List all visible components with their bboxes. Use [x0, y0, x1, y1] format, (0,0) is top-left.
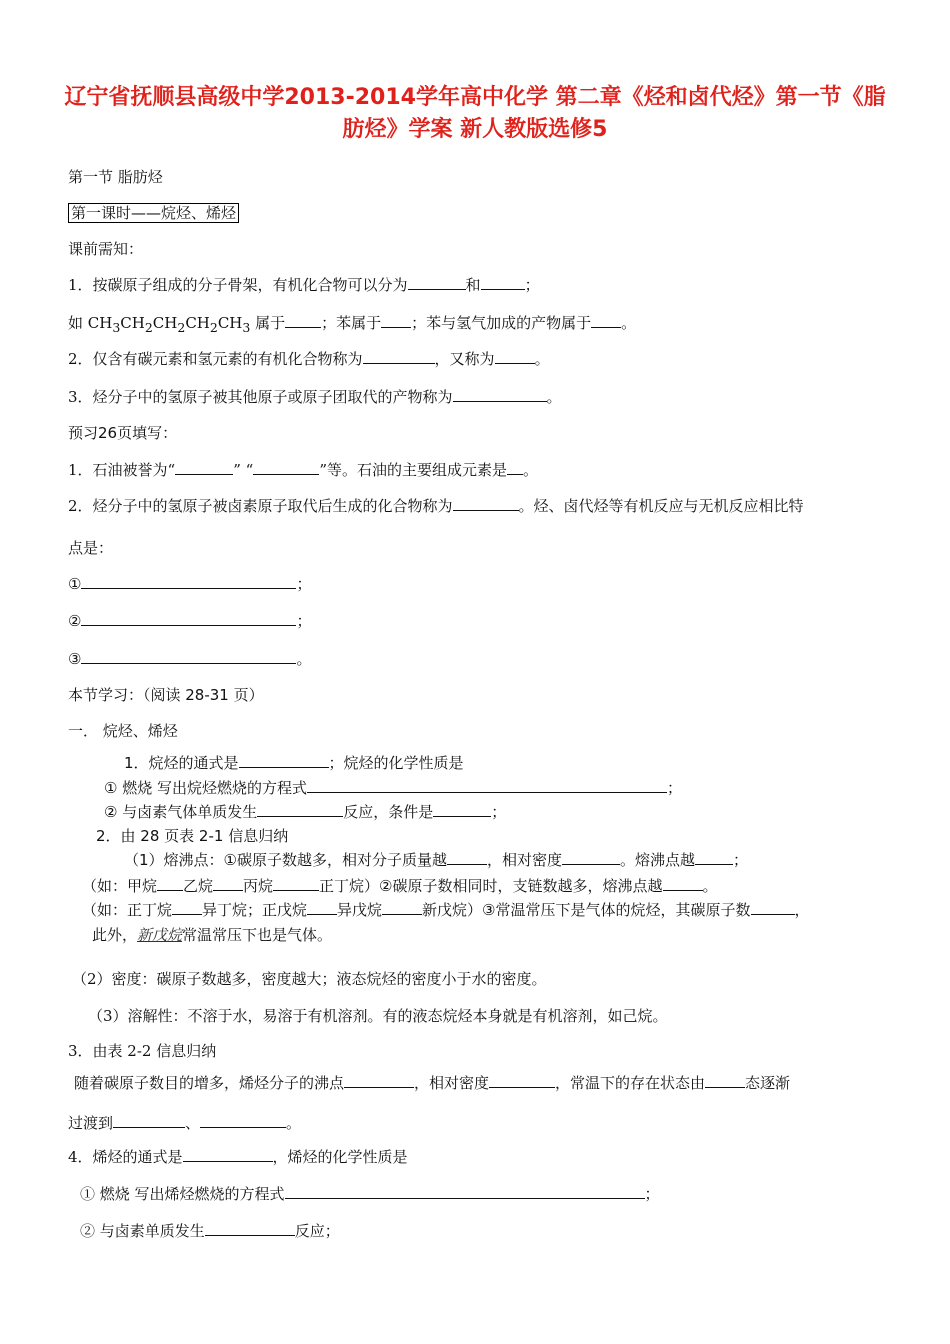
alkene-r2: ② 与卤素单质发生 反应；: [80, 1222, 340, 1240]
blank[interactable]: [695, 851, 733, 865]
alkene-s1: 随着碳原子数目的增多，烯烃分子的沸点 ，相对密度 ，常温下的存在状态由 态逐渐: [74, 1074, 791, 1092]
blank[interactable]: [363, 350, 435, 364]
blank[interactable]: [751, 901, 795, 915]
alkane-l1: 1．烷烃的通式是 ；烷烃的化学性质是: [124, 754, 464, 772]
blank[interactable]: [257, 803, 343, 817]
preview-p1: 1．石油被誉为“ ” “ ”等。石油的主要组成元素是 。: [68, 461, 539, 479]
preview-c3: ③ 。: [68, 650, 312, 668]
alkane-l8: 此外，新戊烷常温常压下也是气体。: [92, 926, 333, 944]
blank[interactable]: [307, 779, 667, 793]
alkene-h4: 4．烯烃的通式是 ，烯烃的化学性质是: [68, 1148, 408, 1166]
blank[interactable]: [175, 461, 233, 475]
blank[interactable]: [381, 314, 411, 328]
blank[interactable]: [408, 276, 466, 290]
blank[interactable]: [172, 901, 202, 915]
preview-c2: ② ；: [68, 612, 312, 630]
blank[interactable]: [447, 851, 487, 865]
alkene-s2: 过渡到 、 。: [68, 1114, 302, 1132]
part1-heading: 一． 烷烃、烯烃: [68, 722, 178, 740]
blank[interactable]: [113, 1114, 185, 1128]
pre-q1a: 1．按碳原子组成的分子骨架，有机化合物可以分为 和 ；: [68, 276, 540, 294]
alkane-l3: ② 与卤素气体单质发生 反应，条件是 ；: [104, 803, 507, 821]
alkene-r1: ① 燃烧 写出烯烃燃烧的方程式 ；: [80, 1185, 660, 1203]
preview-heading: 预习26页填写：: [68, 424, 178, 442]
preview-p2: 2．烃分子中的氢原子被卤素原子取代后生成的化合物称为 。烃、卤代烃等有机反应与无机反应相比特: [68, 497, 804, 515]
blank[interactable]: [382, 901, 422, 915]
blank[interactable]: [285, 1185, 645, 1199]
blank[interactable]: [239, 754, 329, 768]
blank[interactable]: [433, 803, 491, 817]
alkane-l9: （2）密度：碳原子数越多，密度越大；液态烷烃的密度小于水的密度。: [72, 970, 547, 988]
blank[interactable]: [591, 314, 621, 328]
blank[interactable]: [253, 461, 319, 475]
blank[interactable]: [507, 461, 523, 475]
blank[interactable]: [495, 350, 535, 364]
blank[interactable]: [200, 1114, 286, 1128]
blank[interactable]: [453, 497, 519, 511]
blank[interactable]: [705, 1074, 745, 1088]
pre-q2: 2．仅含有碳元素和氢元素的有机化合物称为 ，又称为 。: [68, 350, 550, 368]
preview-c1: ① ；: [68, 575, 312, 593]
lesson-box: 第一课时——烷烃、烯烃: [68, 203, 239, 223]
blank[interactable]: [562, 851, 620, 865]
alkane-l6: （如：甲烷 乙烷 丙烷 正丁烷）②碳原子数相同时，支链数越多，熔沸点越 。: [82, 877, 718, 895]
blank[interactable]: [81, 575, 296, 589]
section-heading: 第一节 脂肪烃: [68, 168, 163, 186]
blank[interactable]: [663, 877, 703, 891]
alkane-l2: ① 燃烧 写出烷烃燃烧的方程式 ；: [104, 779, 683, 797]
alkane-l10: （3）溶解性：不溶于水，易溶于有机溶剂。有的液态烷烃本身就是有机溶剂，如己烷。: [88, 1007, 668, 1025]
alkane-l4: 2．由 28 页表 2-1 信息归纳: [96, 827, 289, 845]
blank[interactable]: [285, 314, 321, 328]
blank[interactable]: [307, 901, 337, 915]
alkane-l5: （1）熔沸点：①碳原子数越多，相对分子质量越 ，相对密度 。熔沸点越 ；: [124, 851, 749, 869]
blank[interactable]: [81, 612, 296, 626]
pre-heading: 课前需知：: [68, 240, 144, 258]
preview-p2-cont: 点是：: [68, 539, 114, 557]
document-title: 辽宁省抚顺县高级中学2013-2014学年高中化学 第二章《烃和卤代烃》第一节《脂肪烃》学案 新人教版选修5: [64, 85, 886, 142]
blank[interactable]: [481, 276, 525, 290]
alkene-h3: 3．由表 2-2 信息归纳: [68, 1042, 217, 1060]
blank[interactable]: [489, 1074, 555, 1088]
blank[interactable]: [157, 877, 183, 891]
blank[interactable]: [273, 877, 319, 891]
alkane-l7: （如：正丁烷 异丁烷；正戊烷 异戊烷 新戊烷）③常温常压下是气体的烷烃，其碳原子数 ，: [82, 901, 810, 919]
pre-q3: 3．烃分子中的氢原子被其他原子或原子团取代的产物称为 。: [68, 388, 562, 406]
blank[interactable]: [213, 877, 243, 891]
lesson-heading: [68, 202, 239, 223]
blank[interactable]: [205, 1222, 295, 1236]
pre-q1b: 如 $CH_3CH_2CH_2CH_2CH_3$ 属于 ；苯属于 ；苯与氢气加成的产物属于 。: [68, 314, 637, 335]
blank[interactable]: [453, 388, 547, 402]
blank[interactable]: [344, 1074, 414, 1088]
blank[interactable]: [81, 650, 296, 664]
blank[interactable]: [183, 1148, 273, 1162]
study-heading: 本节学习：（阅读 28-31 页）: [68, 686, 264, 704]
